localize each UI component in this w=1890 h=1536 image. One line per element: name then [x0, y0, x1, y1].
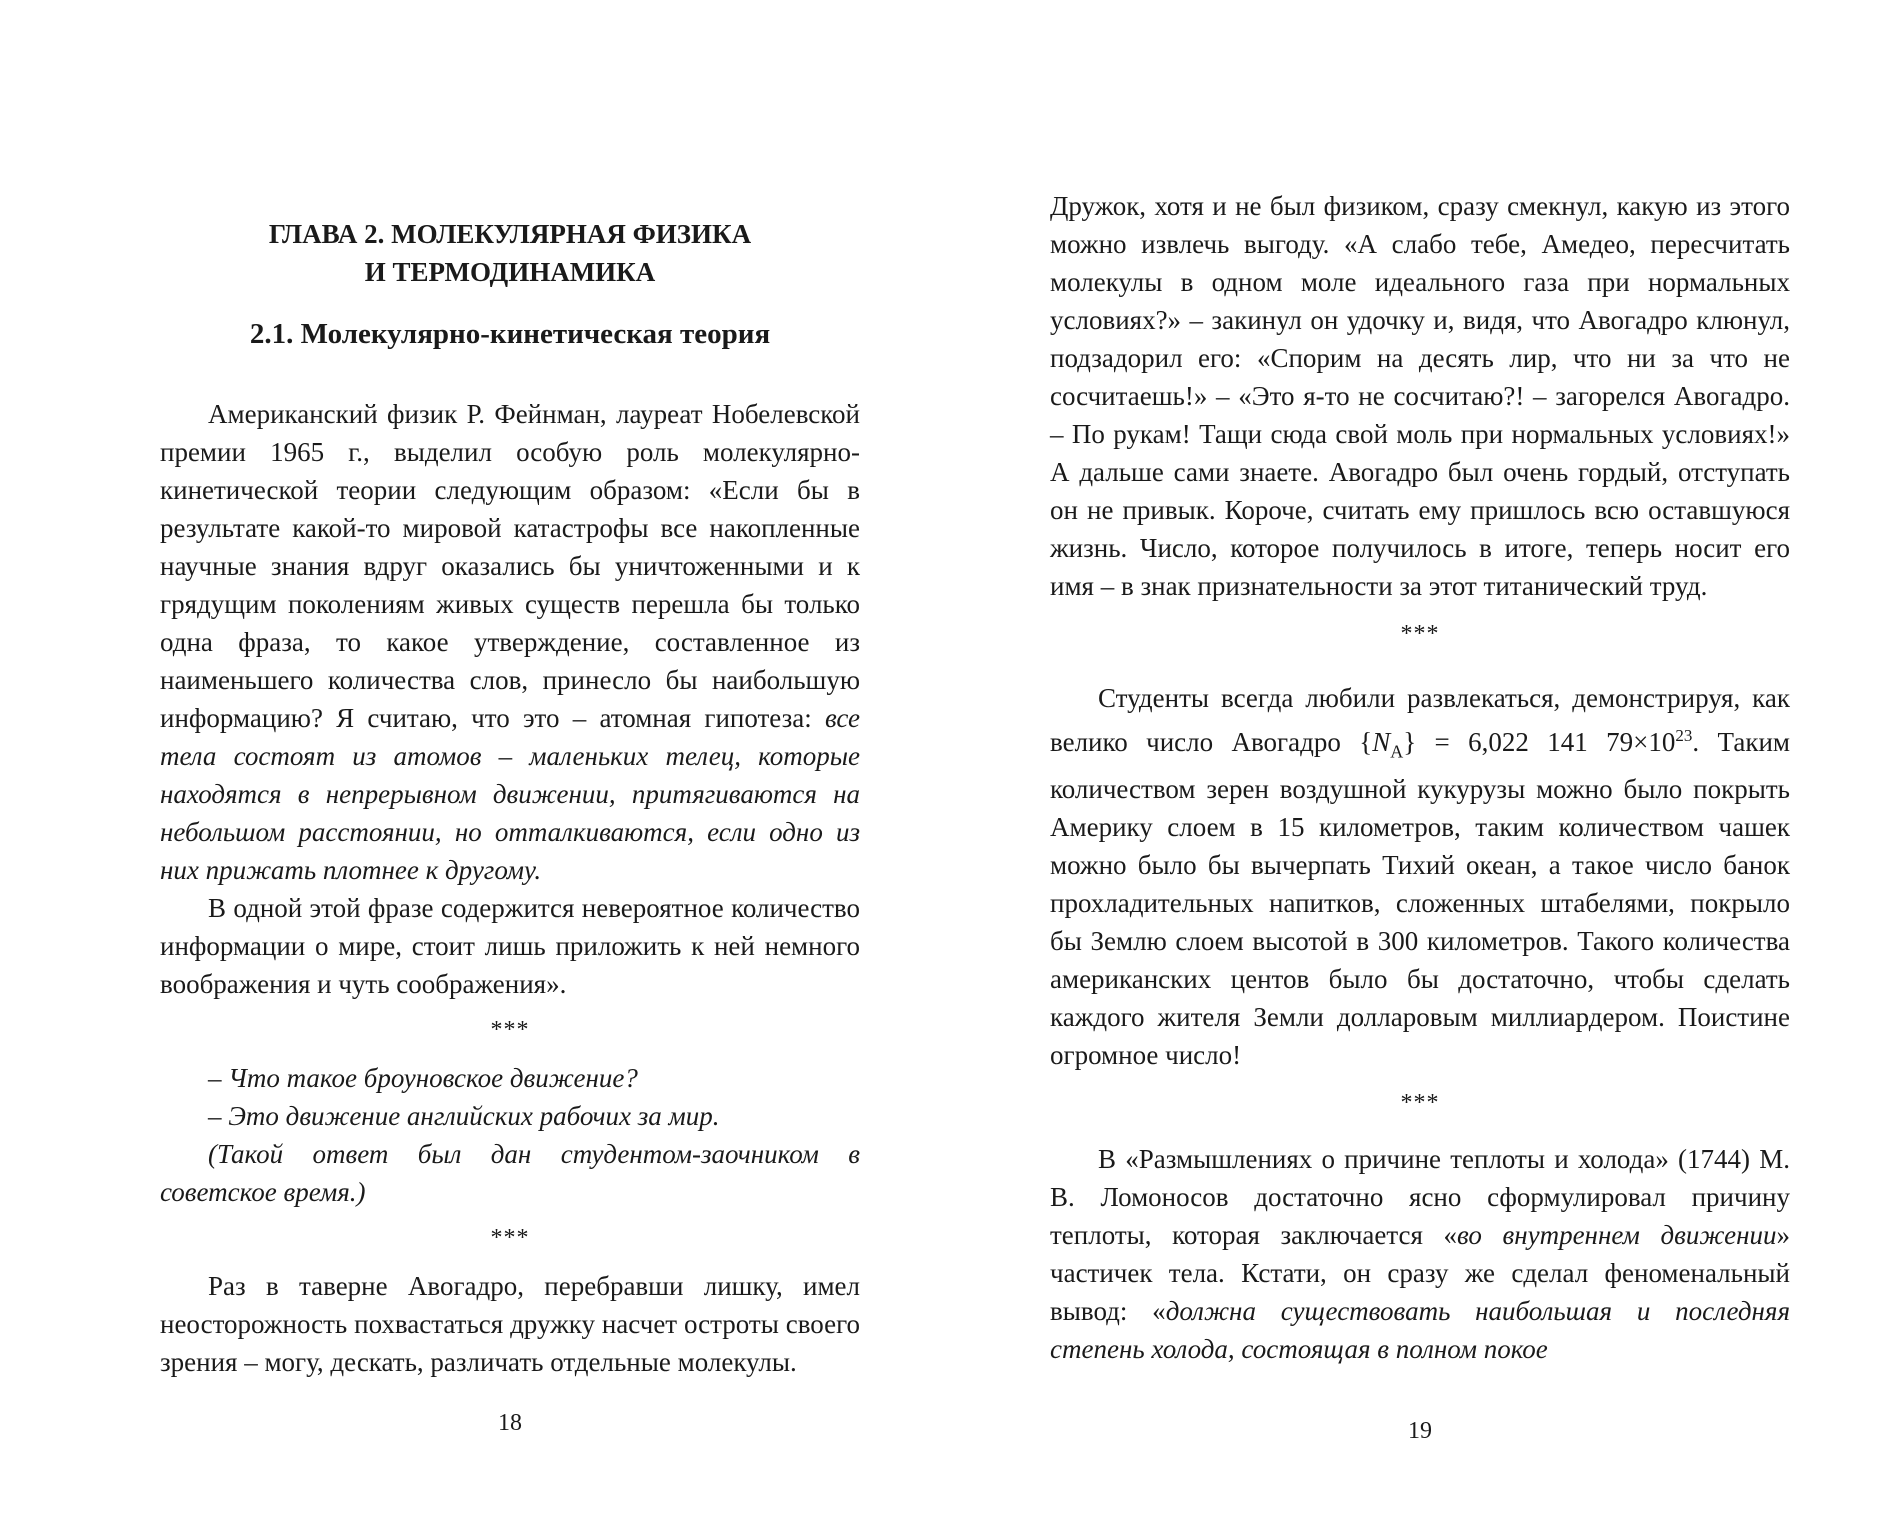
- avogadro-exponent: 23: [1675, 726, 1693, 745]
- right-page: [1050, 0, 1790, 1536]
- avogadro-subscript: A: [1390, 741, 1404, 762]
- right-page-body: [1050, 187, 1790, 1368]
- dialog-note: (Такой ответ был дан студентом-заочником в советское время.): [160, 1139, 860, 1207]
- avogadro-text-end: . Таким количеством зерен воздушной кукурузы можно было покрыть Америку слоем в 15 километров, таким количеством чашек можно было бы вычерпать Тихий океан, а такое число банок прохладительных напитков, сложенных штабелями, покрыло бы Землю слоем высотой в 300 километров. Такого количества американских центов было бы достаточно, чтобы сделать каждого жителя Земли долларовым миллиардером. Поистине огромное число!: [1050, 727, 1790, 1071]
- section-title: 2.1. Молекулярно-кинетическая теория: [249, 318, 771, 350]
- dialog-line-answer: – Это движение английских рабочих за мир.: [208, 1101, 720, 1131]
- section-separator: ***: [490, 1225, 530, 1251]
- chapter-title-line1: ГЛАВА 2. МОЛЕКУЛЯРНАЯ ФИЗИКА: [268, 219, 752, 249]
- atomic-hypothesis-italic: все тела состоят из атомов – маленьких телец, которые находятся в непрерывном движении, притягиваются на небольшом расстоянии, но отталкиваются, если одно из них прижать плотнее к другому.: [160, 703, 860, 885]
- feynman-paragraph-continued: В одной этой фразе содержится невероятное количество информации о мире, стоит лишь приложить к ней немного воображения и чуть соображения».: [160, 893, 860, 999]
- page-number-left: 18: [498, 1410, 522, 1436]
- section-separator: ***: [1400, 1090, 1440, 1117]
- section-separator: ***: [1400, 621, 1440, 647]
- avogadro-tavern-paragraph: Раз в таверне Авогадро, перебравши лишку, имел неосторожность похвастаться дружку насчет остроты своего зрения – могу, дескать, различать отдельные молекулы.: [160, 1271, 860, 1377]
- dialog-line-question: – Что такое броуновское движение?: [208, 1063, 638, 1093]
- lomonosov-text-start: В «Размышлениях о причине теплоты и холода» (1744) М. В. Ломоносов достаточно ясно сформулировал причину теплоты, которая заключается «: [1050, 1144, 1790, 1251]
- left-page: [160, 0, 860, 1536]
- avogadro-value: } = 6,022 141 79×10: [1403, 727, 1676, 757]
- page-number-right: 19: [1408, 1418, 1432, 1444]
- avogadro-symbol: N: [1372, 727, 1391, 757]
- avogadro-number-paragraph: [1050, 679, 1790, 1074]
- lomonosov-paragraph: [1050, 1140, 1790, 1368]
- lomonosov-italic-1: во внутреннем движении: [1457, 1220, 1777, 1251]
- avogadro-text-start: Студенты всегда любили развлекаться, демонстрируя, как велико число Авогадро {: [1050, 683, 1790, 757]
- chapter-title: [160, 215, 860, 291]
- left-page-body: [160, 395, 860, 1381]
- chapter-title-line2: И ТЕРМОДИНАМИКА: [364, 257, 656, 287]
- feynman-paragraph: [160, 395, 860, 889]
- feynman-quote-text: Американский физик Р. Фейнман, лауреат Нобелевской премии 1965 г., выделил особую роль молекулярно-кинетической теории следующим образом: «Если бы в результате какой-то мировой катастрофы все накопленные научные знания вдруг оказались бы уничтоженными и к грядущим поколениям живых существ перешла бы только одна фраза, то какое утверждение, составленное из наименьшего количества слов, принесло бы наибольшую информацию? Я считаю, что это – атомная гипотеза:: [160, 399, 860, 733]
- lomonosov-text-mid: » частичек тела. Кстати, он сразу же сделал феноменальный вывод: «: [1050, 1220, 1790, 1327]
- lomonosov-italic-2: должна существовать наибольшая и последняя степень холода, состоящая в полном покое: [1050, 1296, 1790, 1365]
- section-separator: ***: [490, 1017, 530, 1043]
- avogadro-story-paragraph: Дружок, хотя и не был физиком, сразу смекнул, какую из этого можно извлечь выгоду. «А слабо тебе, Амедео, пересчитать молекулы в одном моле идеального газа при нормальных условиях?» – закинул он удочку и, видя, что Авогадро клюнул, подзадорил его: «Спорим на десять лир, что ни за что не сосчитаешь!» – «Это я-то не сосчитаю?! – загорелся Авогадро. – По рукам! Тащи сюда свой моль при нормальных условиях!» А дальше сами знаете. Авогадро был очень гордый, отступать он не привык. Короче, считать ему пришлось всю оставшуюся жизнь. Число, которое получилось в итоге, теперь носит его имя – в знак признательности за этот титанический труд.: [1050, 191, 1790, 601]
